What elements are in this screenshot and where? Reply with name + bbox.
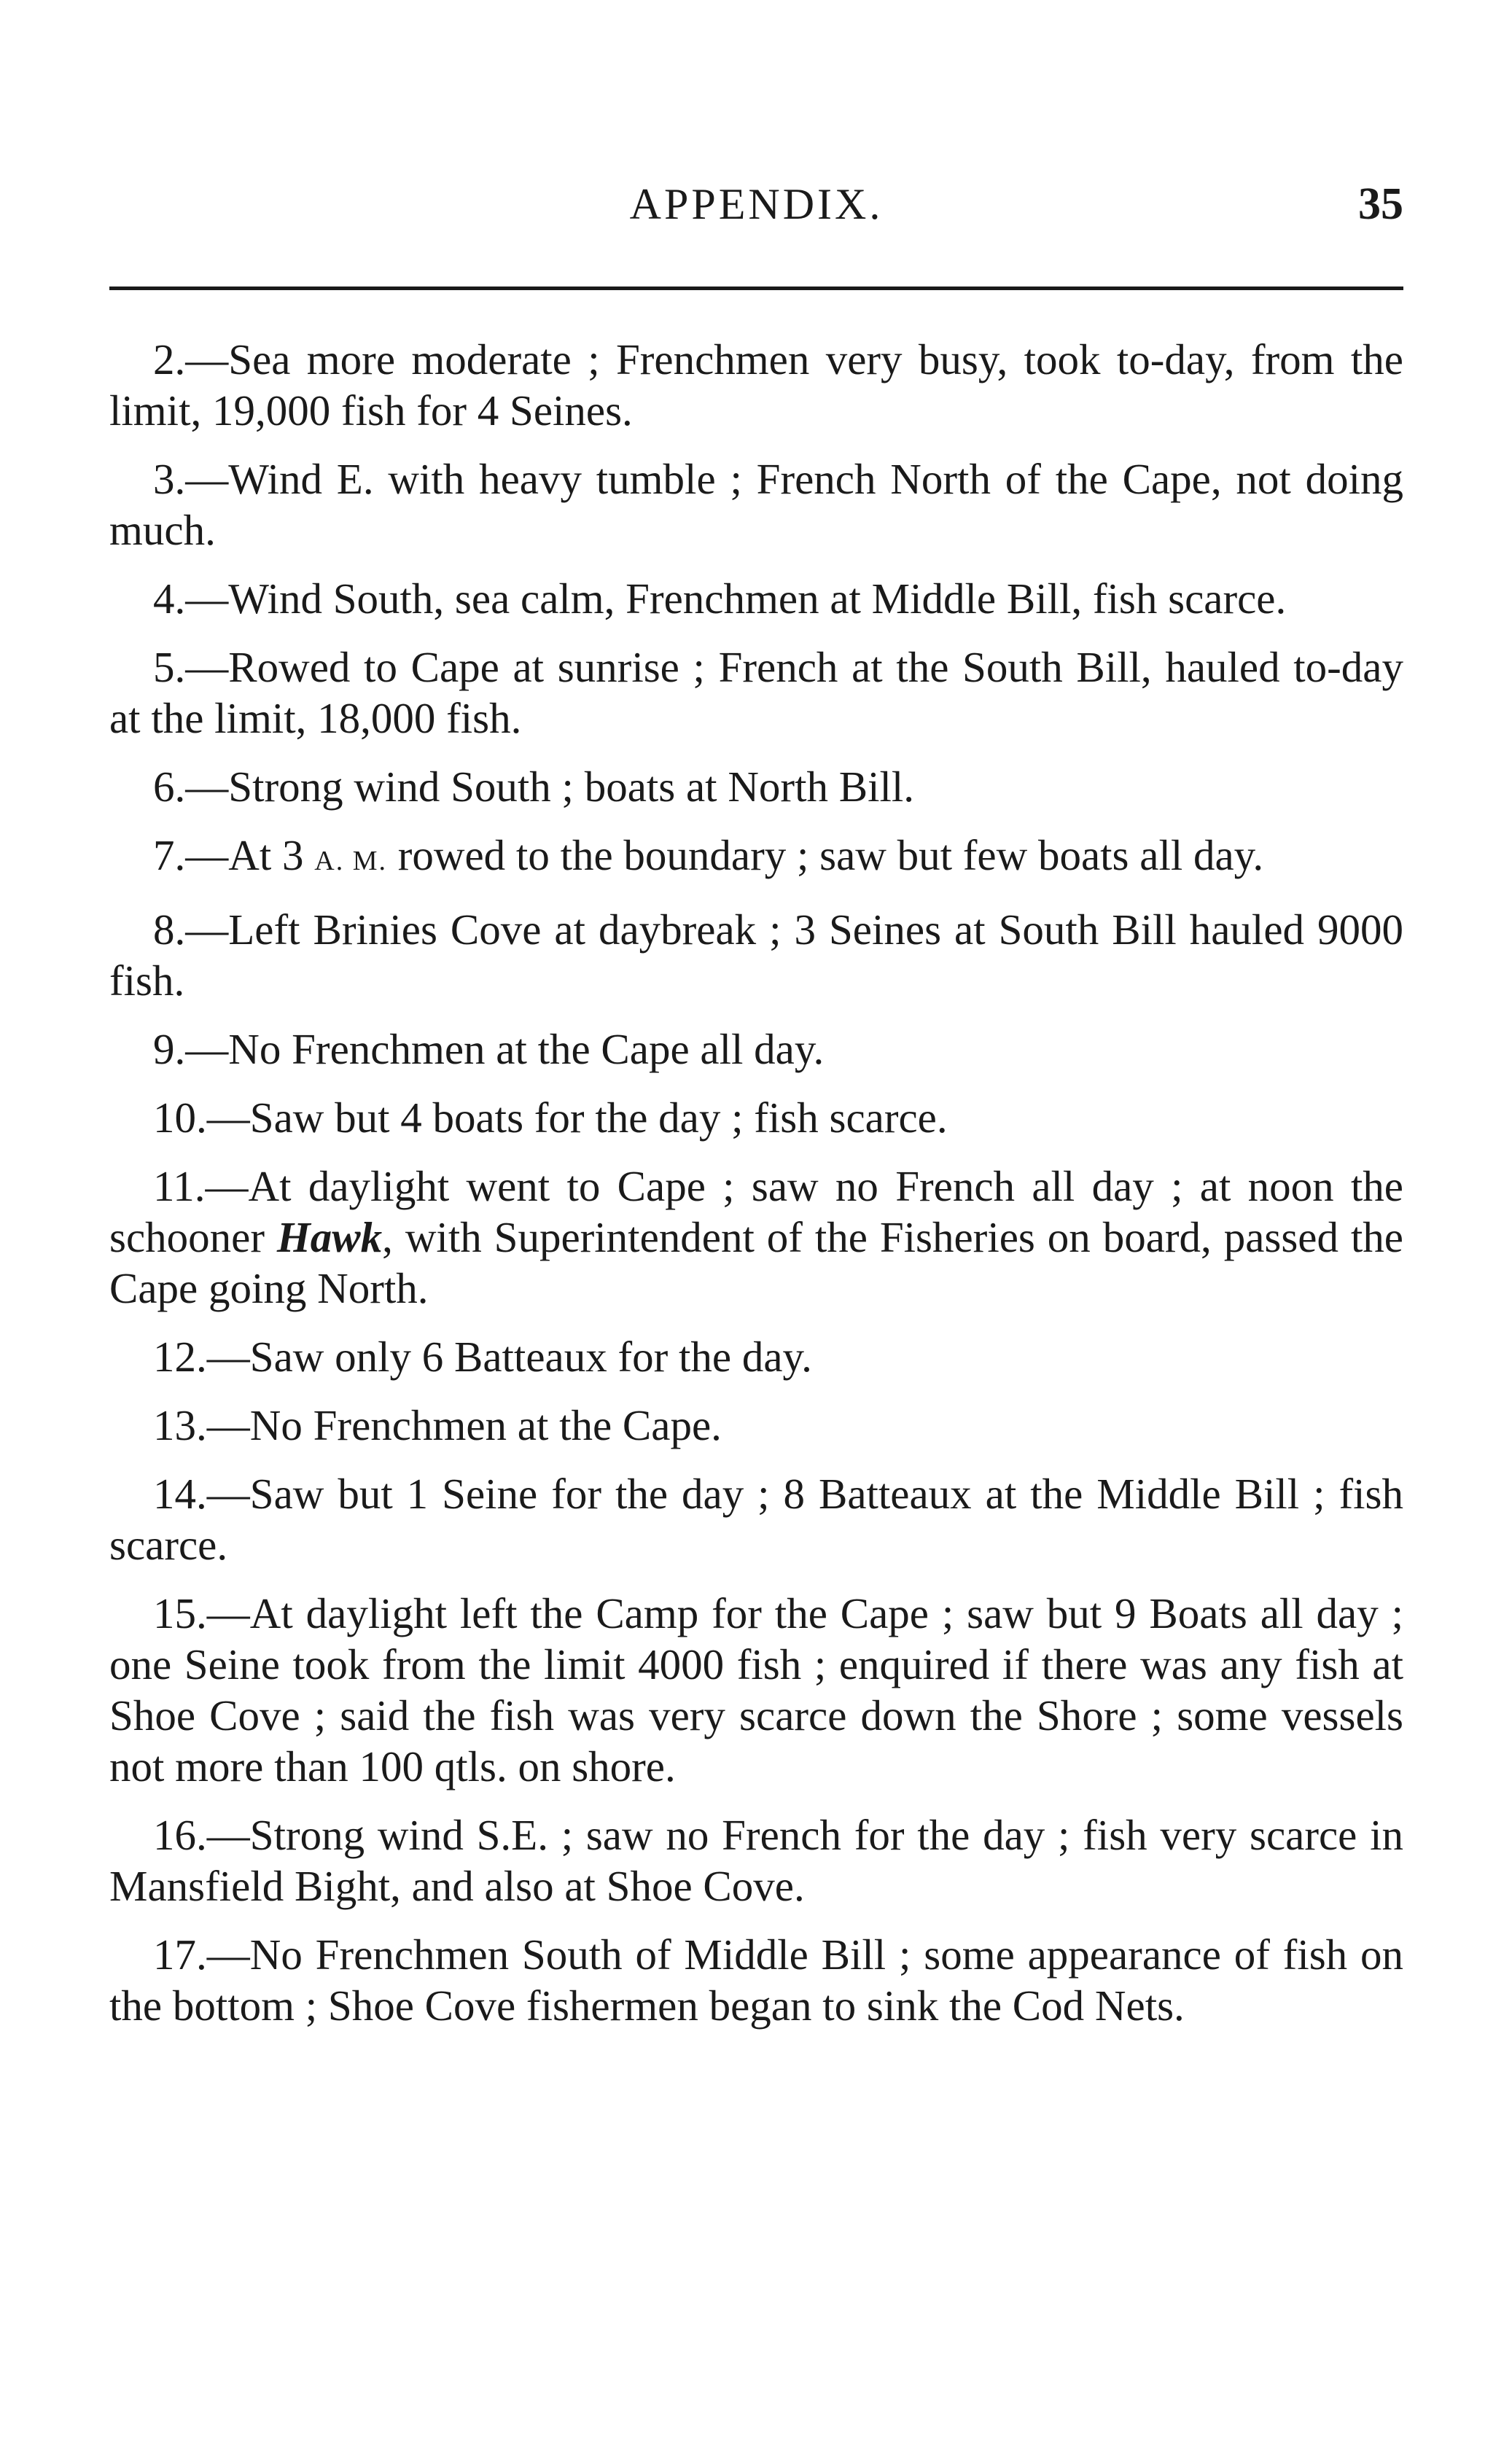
journal-entry-7 bbox=[109, 830, 1403, 886]
page-number: 35 bbox=[1358, 179, 1403, 229]
running-head bbox=[109, 175, 1403, 233]
journal-entry-15: 15.—At daylight left the Camp for the Cape ; saw but 9 Boats all day ; one Seine took from the limit 4000 fish ; enquired if there was any fish at Shoe Cove ; said the fish was very scarce down the Shore ; some vessels not more than 100 qtls. on shore. bbox=[109, 1589, 1403, 1790]
journal-entry-14: 14.—Saw but 1 Seine for the day ; 8 Batteaux at the Middle Bill ; fish scarce. bbox=[109, 1470, 1403, 1569]
journal-entry-5: 5.—Rowed to Cape at sunrise ; French at the South Bill, hauled to-day at the limit, 18,000 fish. bbox=[109, 643, 1403, 742]
journal-entry-2: 2.—Sea more moderate ; Frenchmen very busy, took to-day, from the limit, 19,000 fish for 4 Seines. bbox=[109, 335, 1403, 434]
journal-entry-11-start: 11.—At daylight went to Cape ; saw no French all day ; at noon the schooner bbox=[109, 1162, 1403, 1261]
journal-entry-11 bbox=[109, 1161, 1403, 1314]
journal-entry-13: 13.—No Frenchmen at the Cape. bbox=[153, 1401, 722, 1449]
vessel-name-hawk: Hawk bbox=[276, 1213, 383, 1261]
time-am: A. M. bbox=[314, 846, 387, 876]
journal-entry-4: 4.—Wind South, sea calm, Frenchmen at Middle Bill, fish scarce. bbox=[153, 574, 1287, 623]
journal-entry-9: 9.—No Frenchmen at the Cape all day. bbox=[153, 1025, 825, 1073]
journal-entries bbox=[109, 334, 1403, 2049]
journal-entry-17: 17.—No Frenchmen South of Middle Bill ; some appearance of fish on the bottom ; Shoe Cove fishermen began to sink the Cod Nets. bbox=[109, 1930, 1403, 2030]
journal-entry-8: 8.—Left Brinies Cove at daybreak ; 3 Seines at South Bill hauled 9000 fish. bbox=[109, 905, 1403, 1005]
journal-entry-7-start: 7.—At 3 bbox=[153, 831, 315, 879]
journal-entry-16: 16.—Strong wind S.E. ; saw no French for the day ; fish very scarce in Mansfield Bight, and also at Shoe Cove. bbox=[109, 1811, 1403, 1910]
journal-entry-7-end: rowed to the boundary ; saw but few boats all day. bbox=[386, 831, 1264, 879]
journal-entry-3: 3.—Wind E. with heavy tumble ; French North of the Cape, not doing much. bbox=[109, 455, 1403, 554]
journal-entry-12: 12.—Saw only 6 Batteaux for the day. bbox=[153, 1333, 812, 1381]
journal-entry-6: 6.—Strong wind South ; boats at North Bill. bbox=[153, 763, 914, 811]
journal-entry-11-end: , with Superintendent of the Fisheries on board, passed the Cape going North. bbox=[109, 1213, 1403, 1312]
page-header-title: APPENDIX. bbox=[629, 180, 884, 228]
header-rule bbox=[109, 287, 1403, 290]
journal-entry-10: 10.—Saw but 4 boats for the day ; fish scarce. bbox=[153, 1094, 948, 1142]
